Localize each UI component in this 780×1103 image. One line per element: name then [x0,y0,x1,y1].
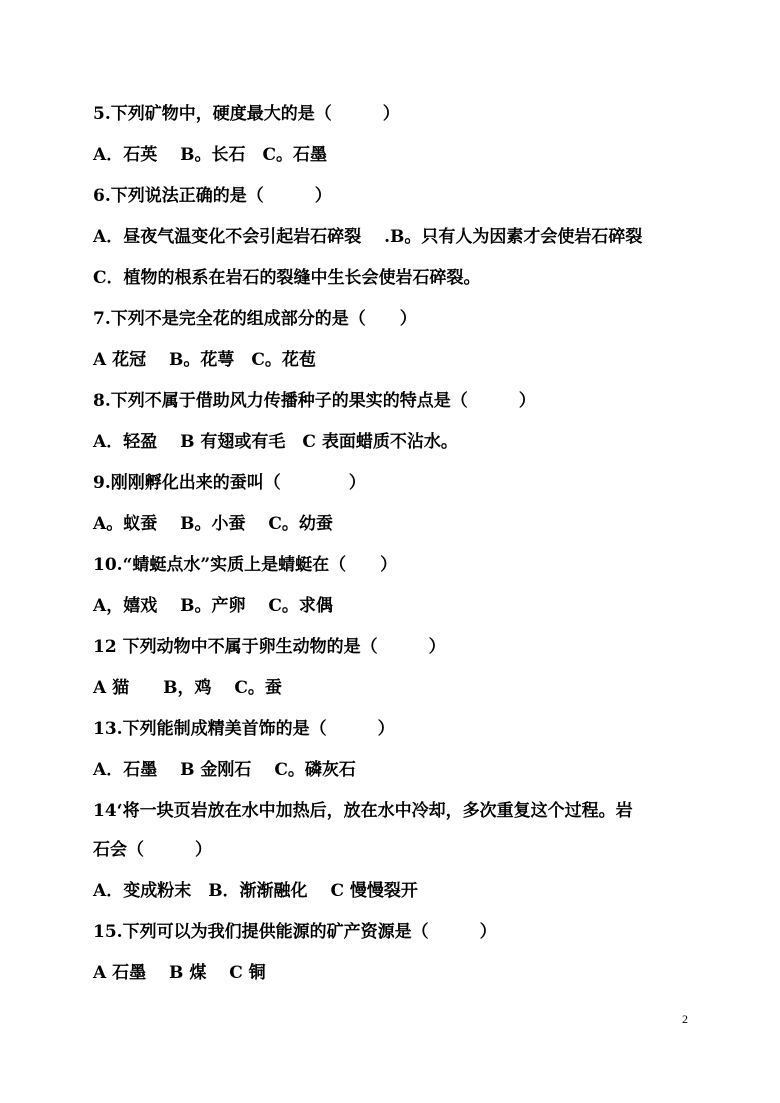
question-6-stem: 6.下列说法正确的是（ ） [93,186,332,206]
question-14-options: A．变成粉末 B．渐渐融化 C 慢慢裂开 [93,881,418,901]
question-5-stem: 5.下列矿物中，硬度最大的是（ ） [93,104,400,124]
question-8-options: A．轻盈 B 有翅或有毛 C 表面蜡质不沾水。 [93,432,458,452]
question-7-options: A 花冠 B。花萼 C。花苞 [93,350,316,370]
question-13-options: A．石墨 B 金刚石 C。磷灰石 [93,760,356,780]
question-6-options-line-1: A．昼夜气温变化不会引起岩石碎裂 .B。只有人为因素才会使岩石碎裂 [93,227,643,247]
question-5-options: A．石英 B。长石 C。石墨 [93,145,328,165]
question-15-options: A 石墨 B 煤 C 铜 [93,963,266,983]
question-10-options: A，嬉戏 B。产卵 C。求偶 [93,596,333,616]
question-14-stem-continued: 石会（ ） [93,840,212,860]
question-12-stem: 12 下列动物中不属于卵生动物的是（ ） [93,637,446,657]
question-14-stem: 14‘将一块页岩放在水中加热后，放在水中冷却，多次重复这个过程。岩 [93,801,633,821]
question-13-stem: 13.下列能制成精美首饰的是（ ） [93,719,395,739]
question-8-stem: 8.下列不属于借助风力传播种子的果实的特点是（ ） [93,391,536,411]
question-9-options: A。蚁蚕 B。小蚕 C。幼蚕 [93,514,333,534]
question-7-stem: 7.下列不是完全花的组成部分的是（ ） [93,309,417,329]
question-15-stem: 15.下列可以为我们提供能源的矿产资源是（ ） [93,922,497,942]
question-9-stem: 9.刚刚孵化出来的蚕叫（ ） [93,473,366,493]
page-number: 2 [682,1012,688,1026]
question-12-options: A 猫 B，鸡 C。蚕 [93,678,282,698]
question-6-options-line-2: C．植物的根系在岩石的裂缝中生长会使岩石碎裂。 [93,268,481,288]
question-10-stem: 10.“蜻蜓点水”实质上是蜻蜓在（ ） [93,555,398,575]
